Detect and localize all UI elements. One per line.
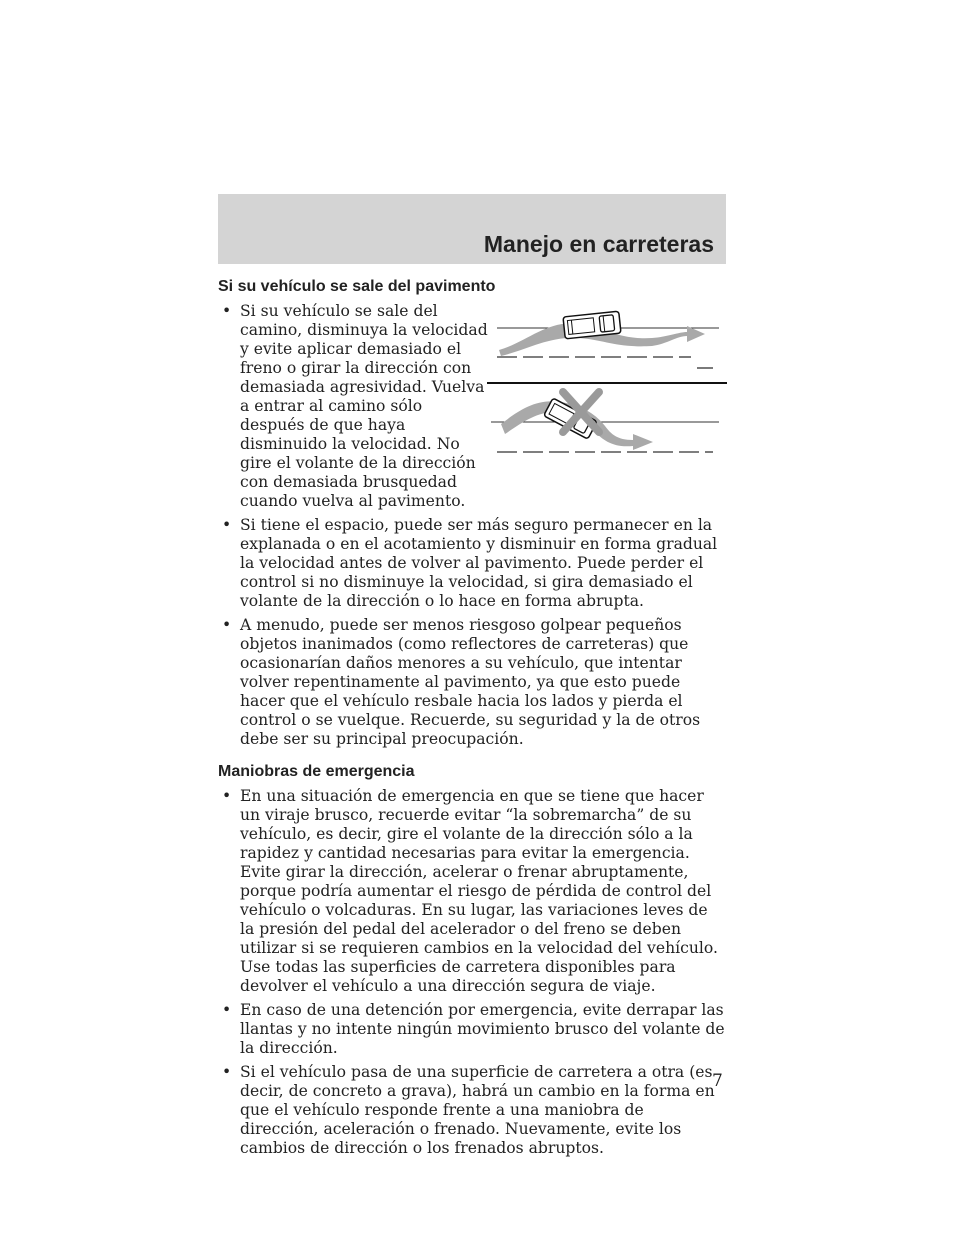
list-item: • En caso de una detención por emergencia, evite derrapar las llantas y no intente ningún movimiento brusco del volante de la dirección. bbox=[218, 1001, 726, 1058]
page-number: 7 bbox=[712, 1071, 723, 1091]
section-heading-pavement: Si su vehículo se sale del pavimento bbox=[218, 278, 496, 295]
road-recovery-illustration bbox=[487, 306, 727, 462]
list-item: • Si tiene el espacio, puede ser más seguro permanecer en la explanada o en el acotamiento y disminuir en forma gradual la velocidad antes de volver al pavimento. Puede perder el control si no disminuye la velocidad, si gira demasiado el volante de la dirección o lo hace en forma abrupta. bbox=[218, 516, 726, 611]
bullet-list-emergency bbox=[218, 787, 726, 1158]
section-heading-emergency: Maniobras de emergencia bbox=[218, 763, 415, 780]
chapter-title: Manejo en carreteras bbox=[483, 231, 714, 257]
list-item: • Si el vehículo pasa de una superficie de carretera a otra (es decir, de concreto a grava), habrá un cambio en la forma en que el vehículo responde frente a una maniobra de dirección, aceleración o frenado. Nuevamente, evite los cambios de dirección o los frenados abruptos. bbox=[218, 1063, 726, 1158]
list-item: • Si su vehículo se sale del camino, disminuya la velocidad y evite aplicar demasiado el freno o girar la dirección con demasiada agresividad. Vuelva a entrar al camino sólo después de que haya disminuido la velocidad. No gire el volante de la dirección con demasiada brusquedad cuando vuelva al pavimento. bbox=[218, 302, 490, 511]
chapter-header bbox=[218, 194, 726, 264]
list-item: • A menudo, puede ser menos riesgoso golpear pequeños objetos inanimados (como reflectores de carreteras) que ocasionarían daños menores a su vehículo, que intentar volver repentinamente al pavimento, ya que esto puede hacer que el vehículo resbale hacia los lados y pierda el control o se vuelque. Recuerde, su seguridad y la de otros debe ser su principal preocupación. bbox=[218, 616, 726, 749]
list-item: • En una situación de emergencia en que se tiene que hacer un viraje brusco, recuerde evitar “la sobremarcha” de su vehículo, es decir, gire el volante de la dirección sólo a la rapidez y cantidad necesarias para evitar la emergencia. Evite girar la dirección, acelerar o frenar abruptamente, porque podría aumentar el riesgo de pérdida de control del vehículo o volcaduras. En su lugar, las variaciones leves de la presión del pedal del acelerador o del freno se deben utilizar si se requieren cambios en la velocidad del vehículo. Use todas las superficies de carretera disponibles para devolver el vehículo a una dirección segura de viaje. bbox=[218, 787, 726, 996]
